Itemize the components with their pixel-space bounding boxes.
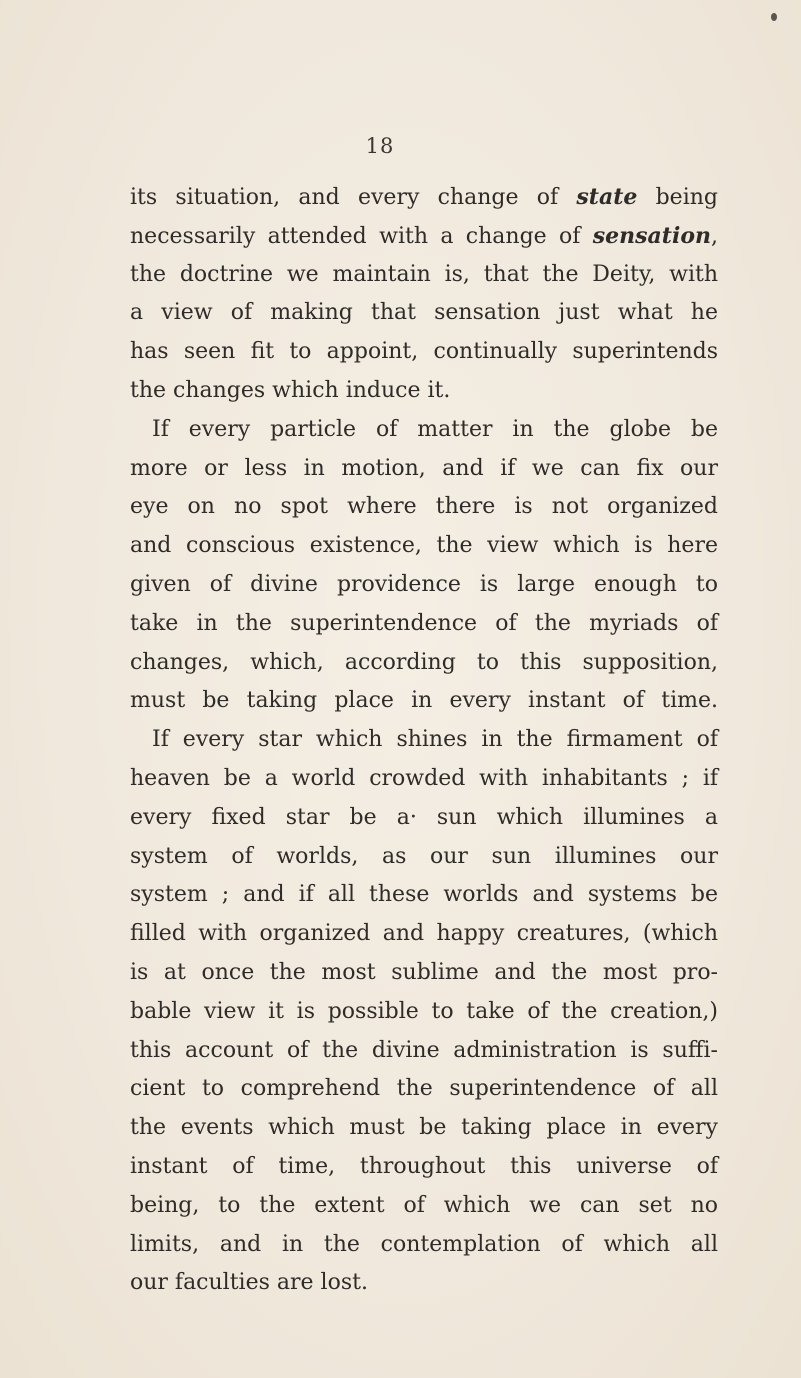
text-line: heaven be a world crowded with inhabitants ; if — [130, 765, 718, 791]
text-line: eye on no spot where there is not organized — [130, 494, 718, 520]
body-text — [130, 178, 718, 1303]
text-line: filled with organized and happy creatures, (which — [130, 921, 718, 947]
text-line: system of worlds, as our sun illumines our — [130, 843, 718, 869]
text-line: limits, and in the contemplation of which all — [130, 1231, 718, 1257]
text-line: the events which must be taking place in every — [130, 1115, 718, 1141]
text-line: and conscious existence, the view which is here — [130, 533, 718, 559]
text-line: system ; and if all these worlds and systems be — [130, 882, 718, 908]
text-line: has seen fit to appoint, continually superintends — [130, 339, 718, 365]
text-line: the doctrine we maintain is, that the Deity, with — [130, 261, 718, 287]
text-line: take in the superintendence of the myriads of — [130, 610, 718, 636]
page-number: 18 — [365, 134, 395, 158]
text-line: every fixed star be a· sun which illumines a — [130, 804, 718, 830]
ink-speck — [771, 13, 777, 21]
text-line: must be taking place in every instant of time. — [130, 688, 718, 714]
text-line: its situation, and every change of state being — [130, 184, 718, 210]
text-line: our faculties are lost. — [130, 1270, 368, 1296]
text-line: a view of making that sensation just what he — [130, 300, 718, 326]
text-line: necessarily attended with a change of sensation, — [130, 222, 718, 249]
text-line: more or less in motion, and if we can fix our — [130, 455, 718, 481]
text-line: If every particle of matter in the globe be — [152, 416, 718, 442]
text-line: If every star which shines in the firmament of — [152, 727, 718, 753]
text-line: given of divine providence is large enough to — [130, 571, 718, 597]
text-line: this account of the divine administration is suffi- — [130, 1037, 718, 1063]
text-line: being, to the extent of which we can set no — [130, 1192, 718, 1218]
text-line: instant of time, throughout this universe of — [130, 1153, 718, 1179]
text-line: cient to comprehend the superintendence of all — [130, 1076, 718, 1102]
text-line: changes, which, according to this supposition, — [130, 649, 718, 675]
text-line: is at once the most sublime and the most pro- — [130, 959, 718, 985]
text-line: the changes which induce it. — [130, 377, 451, 403]
text-line: bable view it is possible to take of the creation,) — [130, 998, 718, 1024]
